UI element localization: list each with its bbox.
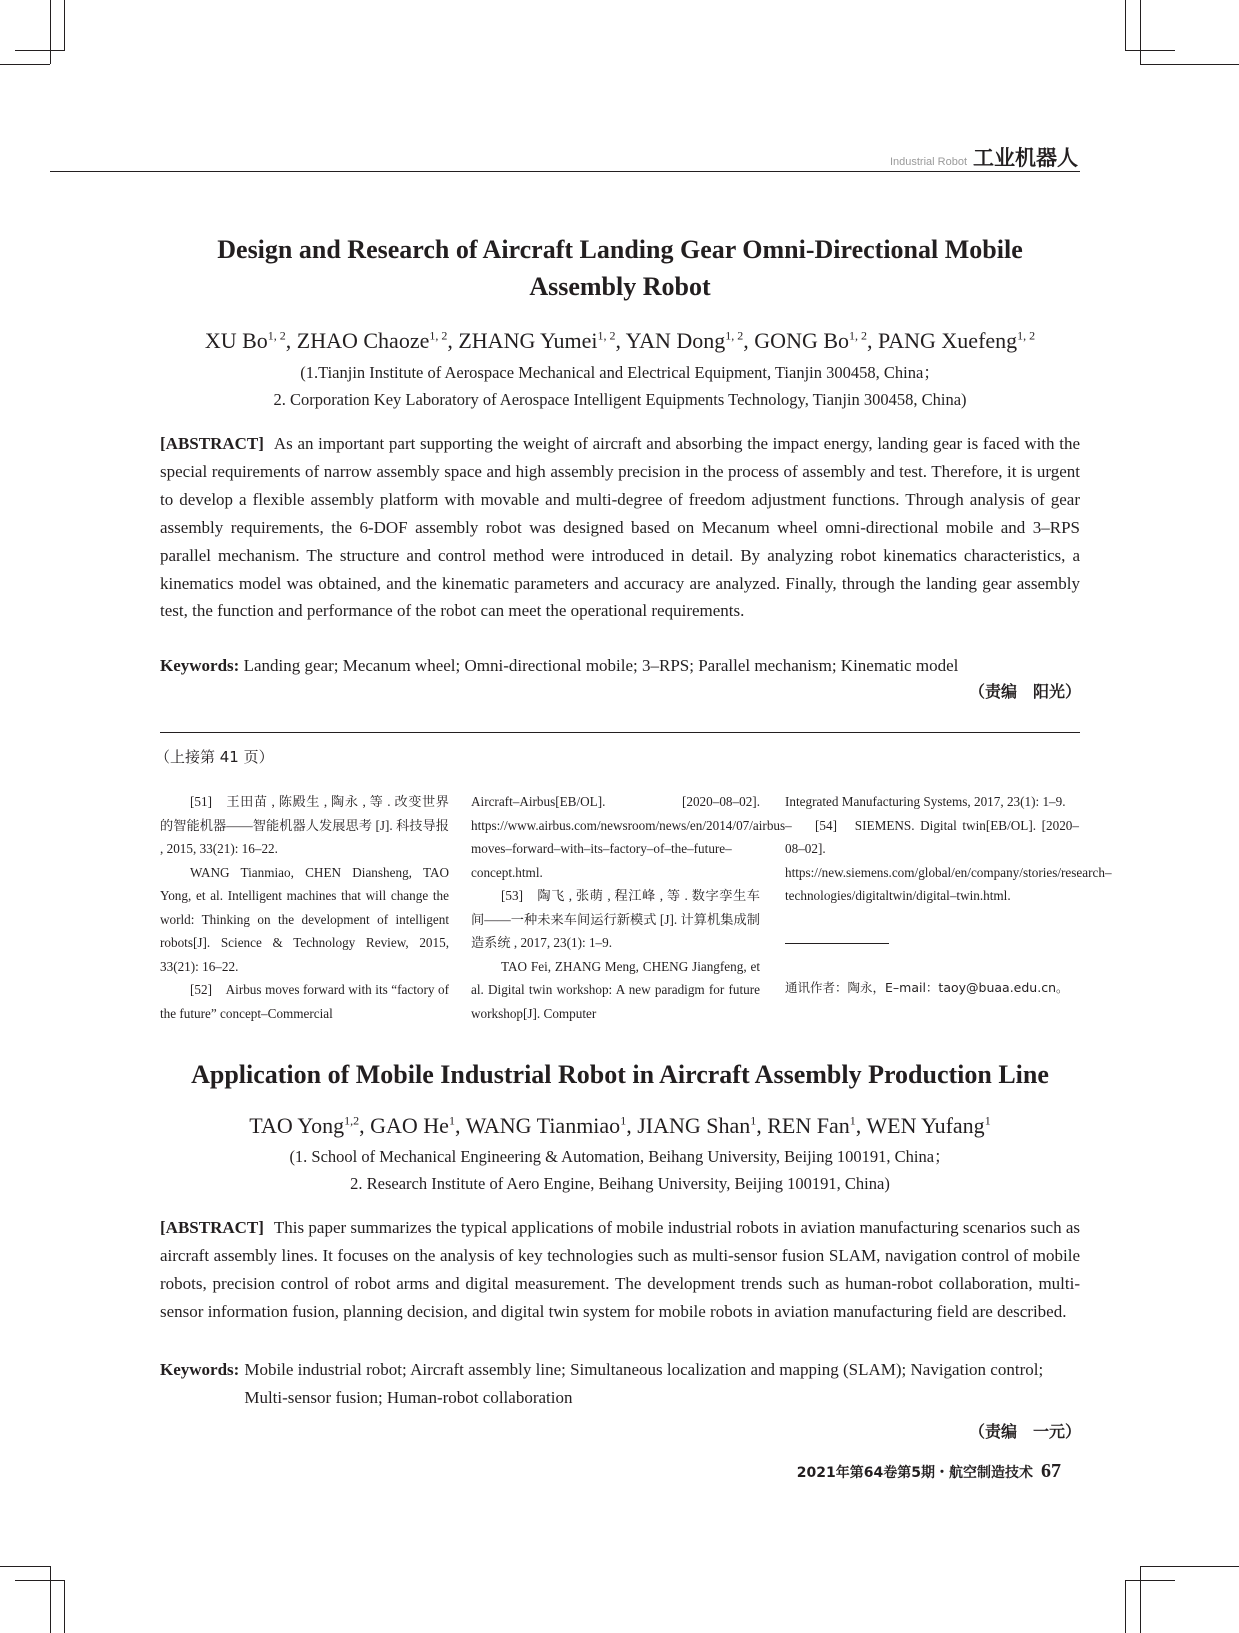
author-name: GONG Bo [754,328,850,353]
reference-entry: TAO Fei, ZHANG Meng, CHENG Jiangfeng, et al. Digital twin workshop: A new paradigm for future workshop[J]. Computer [471,958,760,1021]
article2-authors: TAO Yong$^{1,2}$, GAO He$^1$, WANG Tianmiao$^1$, JIANG Shan$^1$, REN Fan$^1$, WEN Yufang$^1$ [249,1113,991,1138]
header-rule [50,171,1080,172]
keywords-label: Keywords: [160,1360,240,1379]
author-affiliation-mark: 1,2 [344,1113,360,1128]
article1-abstract [160,430,1080,625]
article2-editor: （责编 一元） [968,1422,1081,1441]
abstract-label: [ABSTRACT] [160,1218,264,1237]
author-affiliation-mark: 1 [984,1113,991,1128]
article1-editor: （责编 阳光） [968,682,1081,701]
continued-note: （上接第 41 页） [155,748,274,766]
author-affiliation-mark: 1 [448,1113,455,1128]
section-rule [160,732,1080,733]
reference-column-1 [160,790,449,1025]
keywords-text: Landing gear; Mecanum wheel; Omni-directional mobile; 3–RPS; Parallel mechanism; Kinematic model [243,656,959,675]
author-name: WEN Yufang [866,1113,985,1138]
reference-entry: [54] SIEMENS. Digital twin[EB/OL]. [2020–08–02]. https://new.siemens.com/global/en/company/stories/research–technologies/digitaltwin/digital–twin.html. [785,817,1112,903]
reference-entry: [52] Airbus moves forward with its “factory of the future” concept–Commercial [160,982,449,1021]
article1-title: Design and Research of Aircraft Landing Gear Omni-Directional Mobile Assembly Robot [217,235,1023,301]
author-name: WANG Tianmiao [465,1113,621,1138]
article1-affiliation-1: (1.Tianjin Institute of Aerospace Mechanical and Electrical Equipment, Tianjin 300458, China； [300,363,940,382]
running-head [890,142,1078,172]
author-affiliation-mark: 1 [620,1113,627,1128]
author-name: PANG Xuefeng [878,328,1018,353]
article2-title: Application of Mobile Industrial Robot in Aircraft Assembly Production Line [191,1060,1049,1089]
corresponding-author: 通讯作者：陶永，E–mail：taoy@buaa.edu.cn。 [785,979,1069,995]
journal-name-en: Industrial Robot [889,156,967,168]
article1-authors: XU Bo$^{1, 2}$, ZHAO Chaoze$^{1, 2}$, ZHANG Yumei$^{1, 2}$, YAN Dong$^{1, 2}$, GONG Bo$^{1, 2}$, PANG Xuefeng$^{1, 2}$ [204,328,1036,353]
issue-info: 2021年第64卷第5期・航空制造技术 [796,1465,1033,1481]
article2-keywords [160,1356,1080,1411]
keywords-label: Keywords: [160,656,240,675]
author-affiliation-mark: 1 [849,1113,856,1128]
abstract-text: As an important part supporting the weight of aircraft and absorbing the impact energy, landing gear is faced with the special requirements of narrow assembly space and high assembly precision in the process of assembly and test. Therefore, it is urgent to develop a flexible assembly platform with movable and multi-degree of freedom adjustment functions. Through analysis of gear assembly requirements, the 6-DOF assembly robot was designed based on Mecanum wheel omni-directional mobile and 3–RPS parallel mechanism. The structure and control method were introduced in detail. By analyzing robot kinematics characteristics, a kinematics model was obtained, and the kinematic parameters and accuracy are analyzed. Finally, through the landing gear assembly test, the function and performance of the robot can meet the operational requirements. [160,434,1080,621]
abstract-text: This paper summarizes the typical applications of mobile industrial robots in aviation manufacturing scenarios such as aircraft assembly lines. It focuses on the analysis of key technologies such as multi-sensor fusion SLAM, navigation control of mobile robots, precision control of robot arms and digital measurement. The development trends such as human-robot collaboration, multi-sensor information fusion, planning decision, and digital twin system for mobile robots in aviation manufacturing field are described. [160,1218,1080,1321]
author-name: TAO Yong [249,1113,345,1138]
reference-entry: [53] 陶飞 , 张萌 , 程江峰 , 等 . 数字孪生车间——一种未来车间运行新模式 [J]. 计算机集成制造系统 , 2017, 23(1): 1–9. [471,888,760,950]
author-name: JIANG Shan [637,1113,751,1138]
article2-affiliation-1: (1. School of Mechanical Engineering & Automation, Beihang University, Beijing 100191, China； [289,1147,951,1166]
article1-affiliation-2: 2. Corporation Key Laboratory of Aerospace Intelligent Equipments Technology, Tianjin 300458, China) [273,390,967,409]
page-number: 67 [1041,1460,1061,1482]
page-footer [797,1460,1061,1483]
article1-keywords [160,652,1080,680]
author-affiliation-mark: 1 [750,1113,757,1128]
article2-affiliation-2: 2. Research Institute of Aero Engine, Beihang University, Beijing 100191, China) [350,1174,890,1193]
reference-column-2 [471,790,792,1025]
author-affiliation-mark: 1, 2 [429,328,448,343]
author-name: ZHANG Yumei [458,328,598,353]
footnote-rule [785,943,889,944]
journal-name-cn: 工业机器人 [973,146,1078,170]
author-affiliation-mark: 1, 2 [725,328,744,343]
author-name: GAO He [370,1113,449,1138]
reference-column-3 [785,790,1112,999]
author-name: ZHAO Chaoze [296,328,430,353]
reference-entry: WANG Tianmiao, CHEN Diansheng, TAO Yong, et al. Intelligent machines that will change the world: Thinking on the development of intelligent robots[J]. Science & Technology Review, 2015, 33(21): 16–22. [160,864,449,974]
author-affiliation-mark: 1, 2 [1017,328,1036,343]
article2-abstract [160,1214,1080,1326]
reference-entry: Integrated Manufacturing Systems, 2017, 23(1): 1–9. [785,794,1066,809]
keywords-text: Mobile industrial robot; Aircraft assembly line; Simultaneous localization and mapping (SLAM); Navigation control; Multi-sensor fusion; Human-robot collaboration [244,1360,1044,1407]
abstract-label: [ABSTRACT] [160,434,264,453]
reference-entry: [51] 王田苗 , 陈殿生 , 陶永 , 等 . 改变世界的智能机器——智能机器人发展思考 [J]. 科技导报 , 2015, 33(21): 16–22. [160,794,449,856]
author-affiliation-mark: 1, 2 [849,328,868,343]
reference-entry: Aircraft–Airbus[EB/OL]. [2020–08–02]. https://www.airbus.com/newsroom/news/en/2014/07/airbus–moves–forward–with–its–factory–of–the–future–concept.html. [471,794,792,880]
author-affiliation-mark: 1, 2 [597,328,616,343]
author-name: REN Fan [767,1113,850,1138]
author-name: YAN Dong [625,328,726,353]
author-affiliation-mark: 1, 2 [267,328,286,343]
author-name: XU Bo [204,328,268,353]
